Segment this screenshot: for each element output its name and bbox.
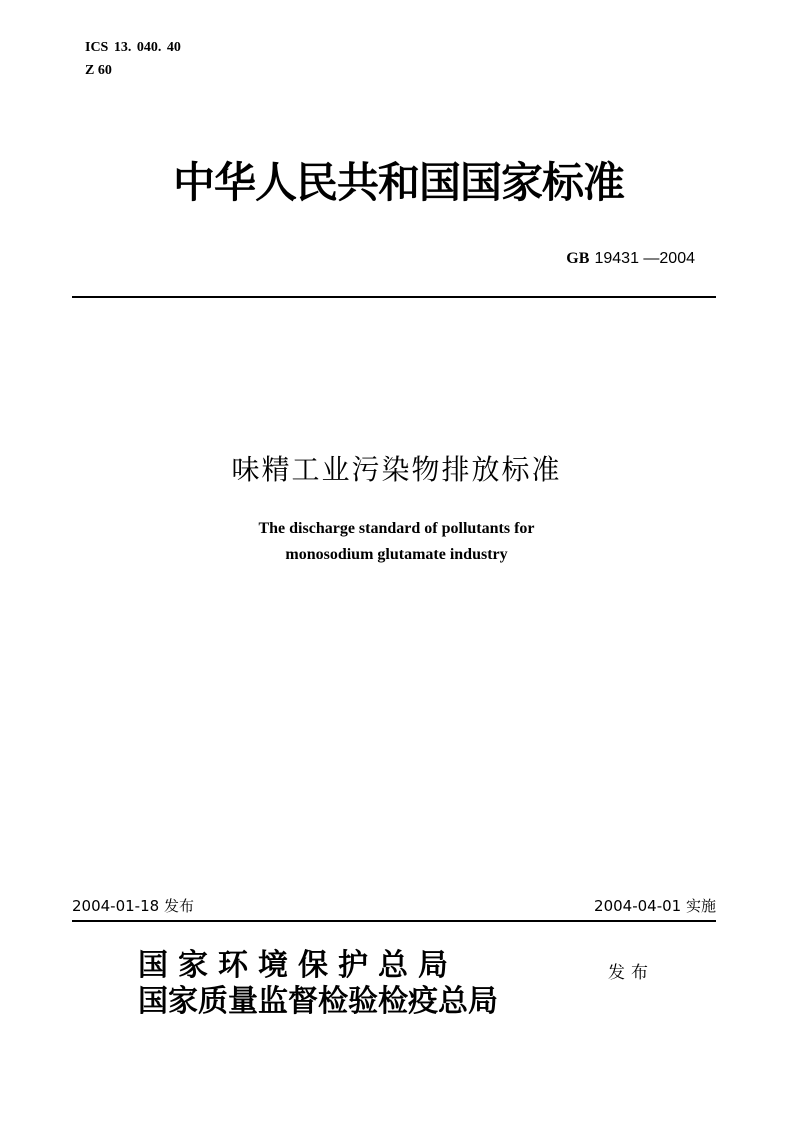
- standard-number-value: 19431 —2004: [594, 250, 695, 267]
- effective-date: 2004-04-01 实施: [594, 897, 716, 915]
- standard-title-en-line1: The discharge standard of pollutants for: [258, 520, 535, 537]
- standard-number: [566, 248, 695, 269]
- issuer-quality-supervision: 国家质量监督检验检疫总局: [138, 984, 498, 1019]
- standard-title-zh: 味精工业污染物排放标准: [231, 453, 562, 486]
- issue-date: 2004-01-18 发布: [72, 897, 194, 915]
- bottom-divider: [72, 920, 716, 922]
- standard-title-en-line2: monosodium glutamate industry: [285, 546, 508, 563]
- ics-code: ICS 13. 040. 40: [85, 40, 181, 55]
- standard-number-prefix: GB: [566, 250, 590, 267]
- publish-label: 发布: [608, 963, 654, 983]
- national-standard-title: 中华人民共和国国家标准: [172, 158, 624, 207]
- classification-code: Z 60: [85, 63, 112, 78]
- issuer-environmental-protection: 国家环境保护总局: [138, 948, 458, 983]
- top-divider: [72, 296, 716, 298]
